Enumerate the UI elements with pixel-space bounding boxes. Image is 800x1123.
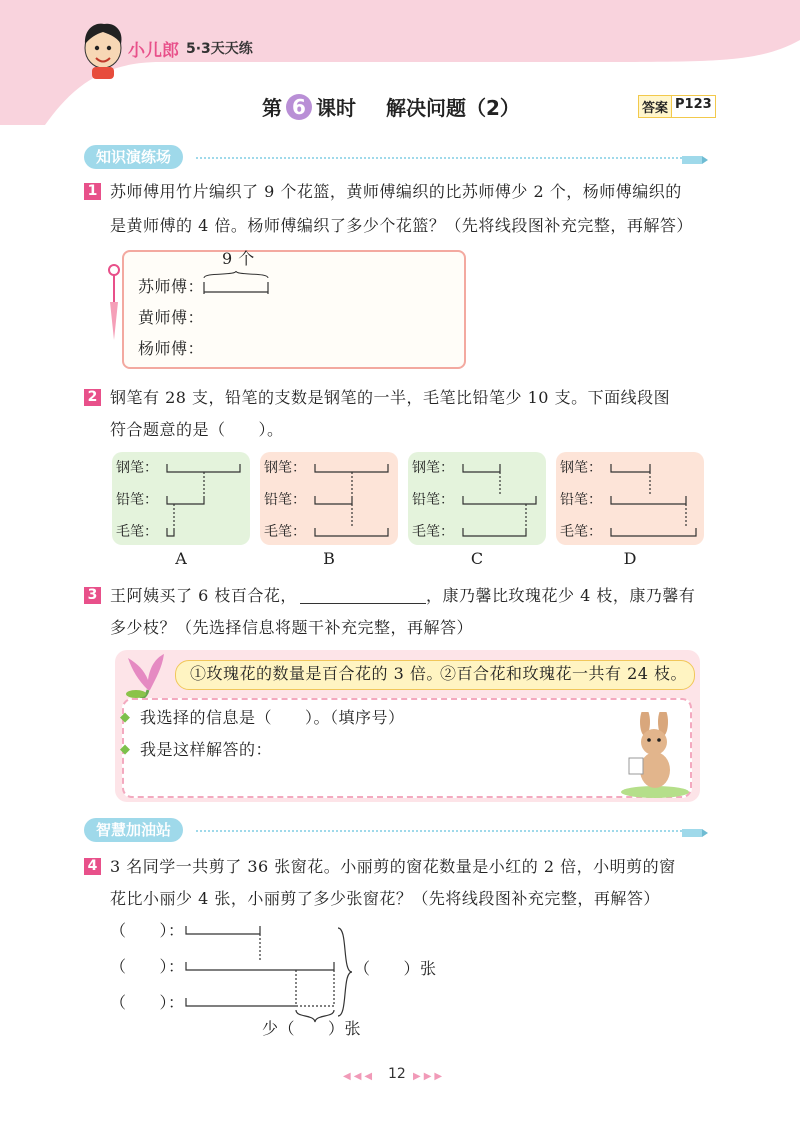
question-number-2: 2 (84, 389, 101, 406)
mascot-icon (78, 18, 128, 84)
rabbit-mascot-icon (615, 712, 695, 802)
q3-choose-text: 我选择的信息是（ ）。（填序号） (140, 708, 405, 727)
brand-logo: 小儿郎 (128, 41, 179, 61)
tassel-ornament-icon (102, 262, 126, 346)
option-d-segments (556, 452, 704, 545)
q3-text-line1-b: ，康乃馨比玫瑰花少 4 枝，康乃馨有 (426, 586, 696, 605)
q3-info-1: ①玫瑰花的数量是百合花的 3 倍。 (190, 664, 443, 683)
option-a-letter: A (175, 549, 187, 568)
answer-page: P123 (671, 96, 715, 117)
option-b-label-brush: 毛笔： (264, 524, 306, 540)
q1-su-segment (200, 268, 280, 302)
option-c-label-pen: 钢笔： (412, 460, 454, 476)
page-number: 12 (388, 1066, 406, 1082)
lesson-prefix: 第 (262, 96, 282, 120)
q1-count-label: 9 个 (222, 249, 255, 268)
pencil-icon (682, 151, 708, 170)
lesson-title (262, 92, 520, 121)
q3-solve-text: 我是这样解答的： (140, 740, 273, 759)
q2-text-line2: 符合题意的是（ ）。 (110, 420, 284, 439)
footer-arrows-right: ▶▶▶ (413, 1071, 446, 1082)
q4-text-line2: 花比小丽少 4 张，小丽剪了多少张窗花？（先将线段图补充完整，再解答） (110, 889, 660, 908)
option-b-letter: B (323, 549, 335, 568)
answer-ref (638, 95, 716, 118)
lily-flower-icon (118, 650, 178, 704)
option-c-label-brush: 毛笔： (412, 524, 454, 540)
q4-less-label[interactable]: 少（ ）张 (262, 1019, 362, 1038)
q3-text-line1-a: 王阿姨买了 6 枝百合花， (110, 586, 297, 605)
section-divider (196, 157, 682, 159)
question-number-4: 4 (84, 858, 101, 875)
answer-label: 答案 (642, 101, 669, 116)
q3-info-2: ②百合花和玫瑰花一共有 24 枝。 (440, 664, 688, 683)
section-divider (196, 830, 682, 832)
q4-text-line1: 3 名同学一共剪了 36 张窗花。小丽剪的窗花数量是小红的 2 倍，小明剪的窗 (110, 857, 676, 876)
option-b-segments (260, 452, 398, 545)
q1-row-su: 苏师傅： (138, 277, 205, 296)
diamond-bullet-icon: ◆ (120, 710, 130, 725)
section-wisdom: 智慧加油站 (84, 818, 183, 842)
lesson-suffix: 课时 (316, 96, 356, 120)
pencil-icon (682, 824, 708, 843)
q1-text-line1: 苏师傅用竹片编织了 9 个花篮，黄师傅编织的比苏师傅少 2 个，杨师傅编织的 (110, 182, 682, 201)
q3-blank-line[interactable] (300, 603, 426, 604)
q1-row-yang: 杨师傅： (138, 339, 205, 358)
q1-text-line2: 是黄师傅的 4 倍。杨师傅编织了多少个花篮？（先将线段图补充完整，再解答） (110, 216, 693, 235)
section-practice: 知识演练场 (84, 145, 183, 169)
option-b-label-pencil: 铅笔： (264, 492, 306, 508)
q1-row-huang: 黄师傅： (138, 308, 205, 327)
question-number-3: 3 (84, 587, 101, 604)
footer-arrows-left: ◀◀◀ (343, 1071, 376, 1082)
q4-row-label-2[interactable]: （ ）： (110, 957, 185, 976)
option-a-label-brush: 毛笔： (116, 524, 158, 540)
q2-text-line1: 钢笔有 28 支，铅笔的支数是钢笔的一半，毛笔比铅笔少 10 支。下面线段图 (110, 388, 671, 407)
question-number-1: 1 (84, 183, 101, 200)
option-d-letter: D (623, 549, 637, 568)
option-d-label-brush: 毛笔： (560, 524, 602, 540)
lesson-number-badge: 6 (286, 94, 312, 120)
q3-text-line2: 多少枝？（先选择信息将题干补充完整，再解答） (110, 618, 474, 637)
option-b-label-pen: 钢笔： (264, 460, 306, 476)
option-a-label-pencil: 铅笔： (116, 492, 158, 508)
option-a-label-pen: 钢笔： (116, 460, 158, 476)
q4-row-label-3[interactable]: （ ）： (110, 993, 185, 1012)
option-d-label-pencil: 铅笔： (560, 492, 602, 508)
option-a-segments (112, 452, 250, 545)
lesson-topic: 解决问题（2） (386, 96, 520, 120)
option-c-letter: C (470, 549, 484, 568)
q4-total-label[interactable]: （ ）张 (354, 959, 437, 978)
option-c-label-pencil: 铅笔： (412, 492, 454, 508)
option-d-label-pen: 钢笔： (560, 460, 602, 476)
series-name: 5·3天天练 (186, 41, 253, 57)
diamond-bullet-icon: ◆ (120, 742, 130, 757)
option-c-segments (408, 452, 546, 545)
q4-row-label-1[interactable]: （ ）： (110, 921, 185, 940)
